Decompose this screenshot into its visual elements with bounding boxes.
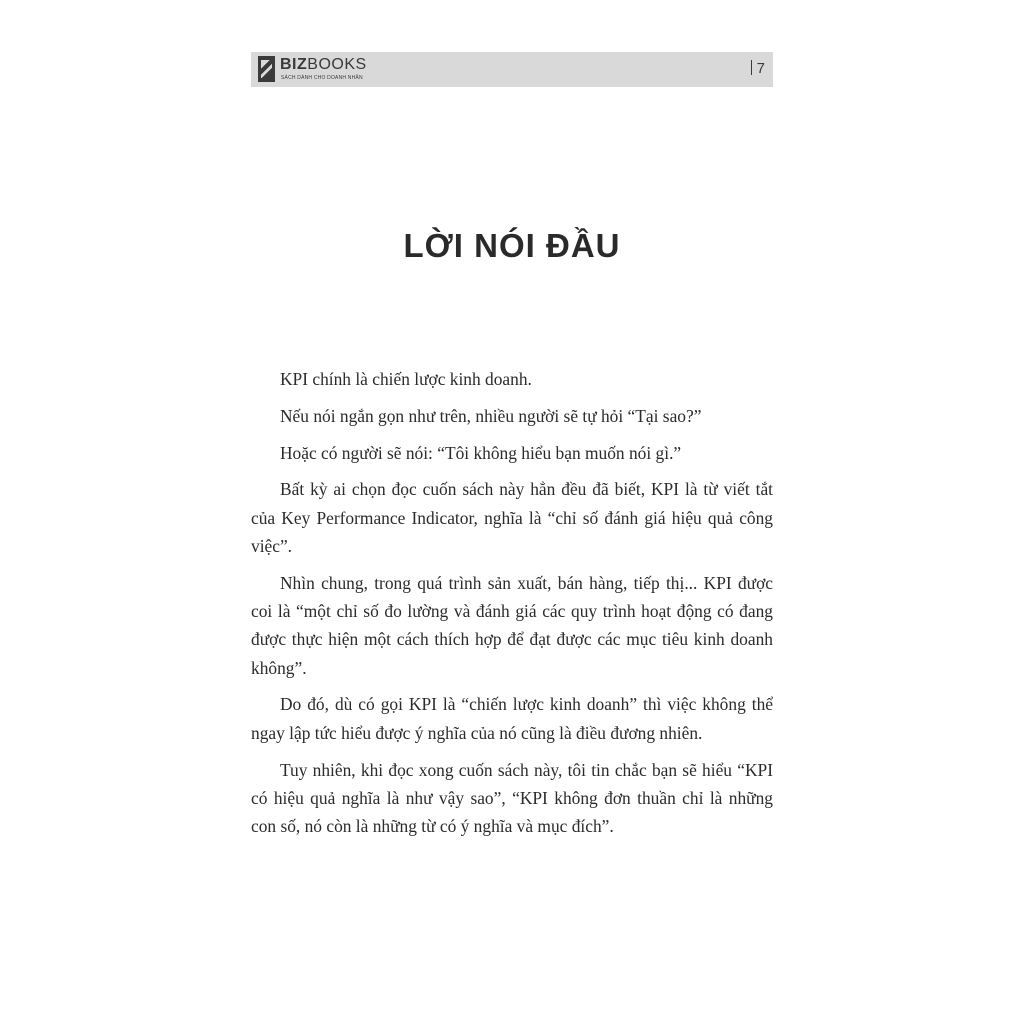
paragraph: KPI chính là chiến lược kinh doanh. (280, 369, 532, 389)
publisher-tagline: SÁCH DÀNH CHO DOANH NHÂN (281, 75, 363, 81)
logo-brand-suffix: BOOKS (307, 56, 367, 73)
running-header (251, 52, 773, 87)
page-number (751, 60, 765, 78)
paragraph: Do đó, dù có gọi KPI là “chiến lược kinh doanh” thì việc không thể ngay lập tức hiểu được ý nghĩa của nó cũng là điều đương nhiên. (251, 694, 773, 743)
page-number-value: 7 (756, 60, 765, 77)
page-number-separator (751, 60, 752, 75)
paragraph: Nếu nói ngắn gọn như trên, nhiều người sẽ tự hỏi “Tại sao?” (280, 405, 702, 426)
publisher-logo (280, 57, 367, 73)
paragraph: Bất kỳ ai chọn đọc cuốn sách này hẳn đều đã biết, KPI là từ viết tắt của Key Performance Indicator, nghĩa là “chỉ số đánh giá hiệu quả công việc”. (251, 479, 773, 556)
paragraph: Hoặc có người sẽ nói: “Tôi không hiểu bạn muốn nói gì.” (280, 442, 682, 463)
bizbooks-logo-icon (258, 56, 275, 82)
logo-brand-prefix: BIZ (280, 56, 308, 73)
body-text (251, 365, 773, 849)
paragraph: Tuy nhiên, khi đọc xong cuốn sách này, tôi tin chắc bạn sẽ hiểu “KPI có hiệu quả nghĩa là như vậy sao”, “KPI không đơn thuần chỉ là những con số, nó còn là những từ có ý nghĩa và mục đích”. (251, 759, 773, 837)
chapter-title: LỜI NÓI ĐẦU (403, 227, 621, 264)
paragraph: Nhìn chung, trong quá trình sản xuất, bán hàng, tiếp thị... KPI được coi là “một chỉ số đo lường và đánh giá các quy trình hoạt động có đang được thực hiện một cách thích hợp để đạt được các mục tiêu kinh doanh không”. (251, 572, 773, 678)
